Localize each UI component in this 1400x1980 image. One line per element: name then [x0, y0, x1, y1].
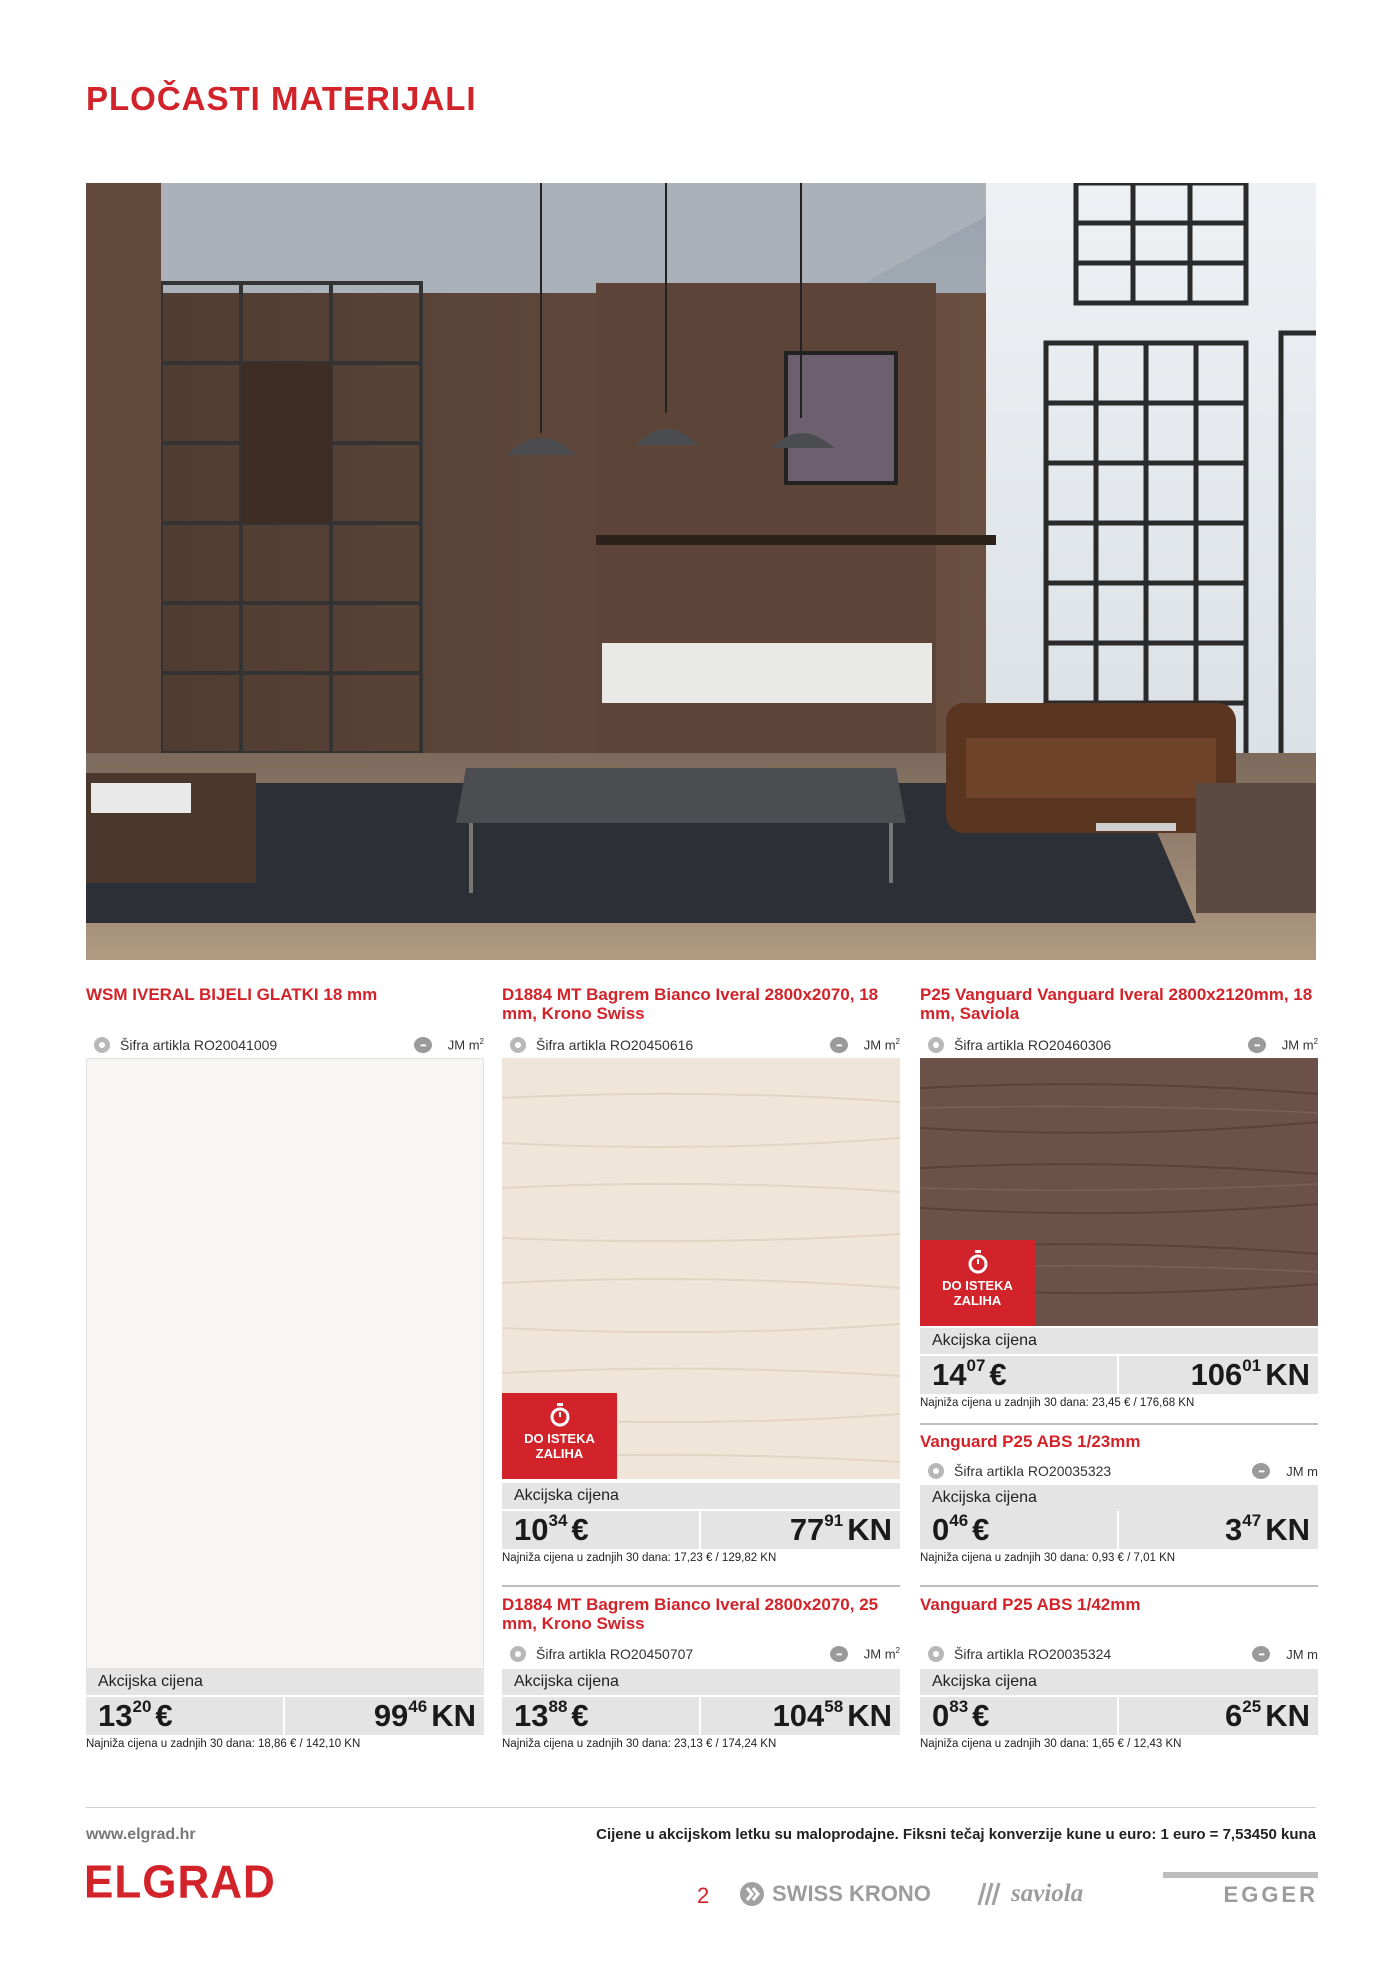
lowest-price-note: Najniža cijena u zadnjih 30 dana: 1,65 € / 12,43 KN	[920, 1738, 1182, 1750]
sku-icon	[928, 1037, 944, 1053]
price-eur: 14 $^{07}$ €	[920, 1356, 1119, 1394]
footer-divider	[86, 1807, 1316, 1808]
sku-text: Šifra artikla RO20035323	[954, 1463, 1112, 1479]
elgrad-logo: ELGRAD	[84, 1856, 276, 1909]
unit-label: JM $m^2$	[863, 1037, 900, 1053]
price-box	[920, 1697, 1318, 1735]
price-eur: 0 $^{46}$ €	[920, 1511, 1119, 1549]
product-title: P25 Vanguard Vanguard Iveral 2800x2120mm, 18 mm, Saviola	[920, 985, 1313, 1023]
unit-icon: •••	[830, 1037, 848, 1053]
unit-icon: •••	[1248, 1037, 1266, 1053]
divider	[920, 1585, 1318, 1587]
unit-icon: •••	[1252, 1646, 1270, 1662]
lowest-price-note: Najniža cijena u zadnjih 30 dana: 17,23 € / 129,82 KN	[502, 1552, 777, 1564]
brand-label: saviola	[1011, 1880, 1084, 1907]
egger-bar	[1163, 1872, 1318, 1878]
lowest-price-note: Najniža cijena u zadnjih 30 dana: 23,45 € / 176,68 KN	[920, 1397, 1195, 1409]
product-title: D1884 MT Bagrem Bianco Iveral 2800x2070, 25 mm, Krono Swiss	[502, 1595, 879, 1633]
price-eur: 10 $^{34}$ €	[502, 1511, 701, 1549]
stopwatch-icon	[968, 1250, 988, 1274]
sku-row	[502, 1032, 900, 1058]
product-swatch-white	[86, 1058, 484, 1669]
price-kn: 104 $^{58}$ KN	[701, 1697, 900, 1735]
product-title: D1884 MT Bagrem Bianco Iveral 2800x2070, 18 mm, Krono Swiss	[502, 985, 879, 1023]
sku-icon	[94, 1037, 110, 1053]
divider	[502, 1585, 900, 1587]
lowest-price-note: Najniža cijena u zadnjih 30 dana: 23,13 € / 174,24 KN	[502, 1738, 777, 1750]
stopwatch-icon	[550, 1403, 570, 1427]
sku-text: Šifra artikla RO20450707	[536, 1646, 694, 1662]
promo-label: Akcijska cijena	[920, 1669, 1318, 1695]
price-box	[502, 1697, 900, 1735]
sku-icon	[928, 1463, 944, 1479]
unit-label: JM m	[1286, 1646, 1318, 1662]
hero-image	[86, 183, 1316, 960]
page-number: 2	[697, 1883, 710, 1908]
sku-row	[920, 1032, 1318, 1058]
price-eur: 13 $^{88}$ €	[502, 1697, 701, 1735]
price-box	[502, 1511, 900, 1549]
swiss-krono-icon	[738, 1880, 766, 1908]
lowest-price-note: Najniža cijena u zadnjih 30 dana: 0,93 € / 7,01 KN	[920, 1552, 1176, 1564]
product-title: WSM IVERAL BIJELI GLATKI 18 mm	[86, 985, 378, 1004]
badge-line-1: DO ISTEKA	[524, 1431, 595, 1446]
stock-badge	[920, 1240, 1035, 1326]
product-title: Vanguard P25 ABS 1/42mm	[920, 1595, 1141, 1614]
brand-label: EGGER	[1223, 1882, 1318, 1907]
unit-label: JM m	[1286, 1463, 1318, 1479]
sku-icon	[928, 1646, 944, 1662]
badge-line-2: ZALIHA	[535, 1446, 584, 1461]
promo-label: Akcijska cijena	[502, 1483, 900, 1509]
price-kn: 3 $^{47}$ KN	[1119, 1511, 1318, 1549]
sku-text: Šifra artikla RO20035324	[954, 1646, 1112, 1662]
page-title: PLOČASTI MATERIJALI	[86, 80, 477, 117]
unit-label: JM $m^2$	[1281, 1037, 1318, 1053]
sku-row	[86, 1032, 484, 1058]
price-box	[920, 1511, 1318, 1549]
brand-saviola	[975, 1880, 1083, 1908]
price-box	[920, 1356, 1318, 1394]
sku-row	[502, 1641, 900, 1667]
unit-label: JM $m^2$	[447, 1037, 484, 1053]
price-kn: 6 $^{25}$ KN	[1119, 1697, 1318, 1735]
stock-badge	[502, 1393, 617, 1479]
badge-line-1: DO ISTEKA	[942, 1278, 1013, 1293]
brand-egger	[1163, 1872, 1318, 1908]
brand-label: SWISS KRONO	[772, 1881, 931, 1906]
price-eur: 13 $^{20}$ €	[86, 1697, 285, 1735]
divider	[920, 1423, 1318, 1425]
sku-text: Šifra artikla RO20041009	[120, 1037, 278, 1053]
sku-icon	[510, 1646, 526, 1662]
unit-icon: •••	[830, 1646, 848, 1662]
price-kn: 77 $^{91}$ KN	[701, 1511, 900, 1549]
price-kn: 99 $^{46}$ KN	[285, 1697, 484, 1735]
badge-line-2: ZALIHA	[953, 1293, 1002, 1308]
sku-row	[920, 1641, 1318, 1667]
sku-icon	[510, 1037, 526, 1053]
brand-swiss-krono	[738, 1880, 931, 1908]
sku-text: Šifra artikla RO20460306	[954, 1037, 1112, 1053]
price-eur: 0 $^{83}$ €	[920, 1697, 1119, 1735]
promo-label: Akcijska cijena	[920, 1485, 1318, 1511]
price-kn: 106 $^{01}$ KN	[1119, 1356, 1318, 1394]
lowest-price-note: Najniža cijena u zadnjih 30 dana: 18,86 € / 142,10 KN	[86, 1738, 361, 1750]
price-disclaimer: Cijene u akcijskom letku su maloprodajne. Fiksni tečaj konverzije kune u euro: 1 euro = 7,53450 kuna	[596, 1826, 1316, 1843]
promo-label: Akcijska cijena	[920, 1328, 1318, 1354]
sku-row	[920, 1458, 1318, 1484]
price-box	[86, 1697, 484, 1735]
unit-icon: •••	[414, 1037, 432, 1053]
website-link[interactable]: www.elgrad.hr	[86, 1826, 196, 1843]
saviola-icon	[975, 1881, 1007, 1907]
promo-label: Akcijska cijena	[502, 1669, 900, 1695]
unit-label: JM $m^2$	[863, 1646, 900, 1662]
promo-label: Akcijska cijena	[86, 1669, 484, 1695]
sku-text: Šifra artikla RO20450616	[536, 1037, 694, 1053]
product-title: Vanguard P25 ABS 1/23mm	[920, 1432, 1141, 1451]
unit-icon: •••	[1252, 1463, 1270, 1479]
